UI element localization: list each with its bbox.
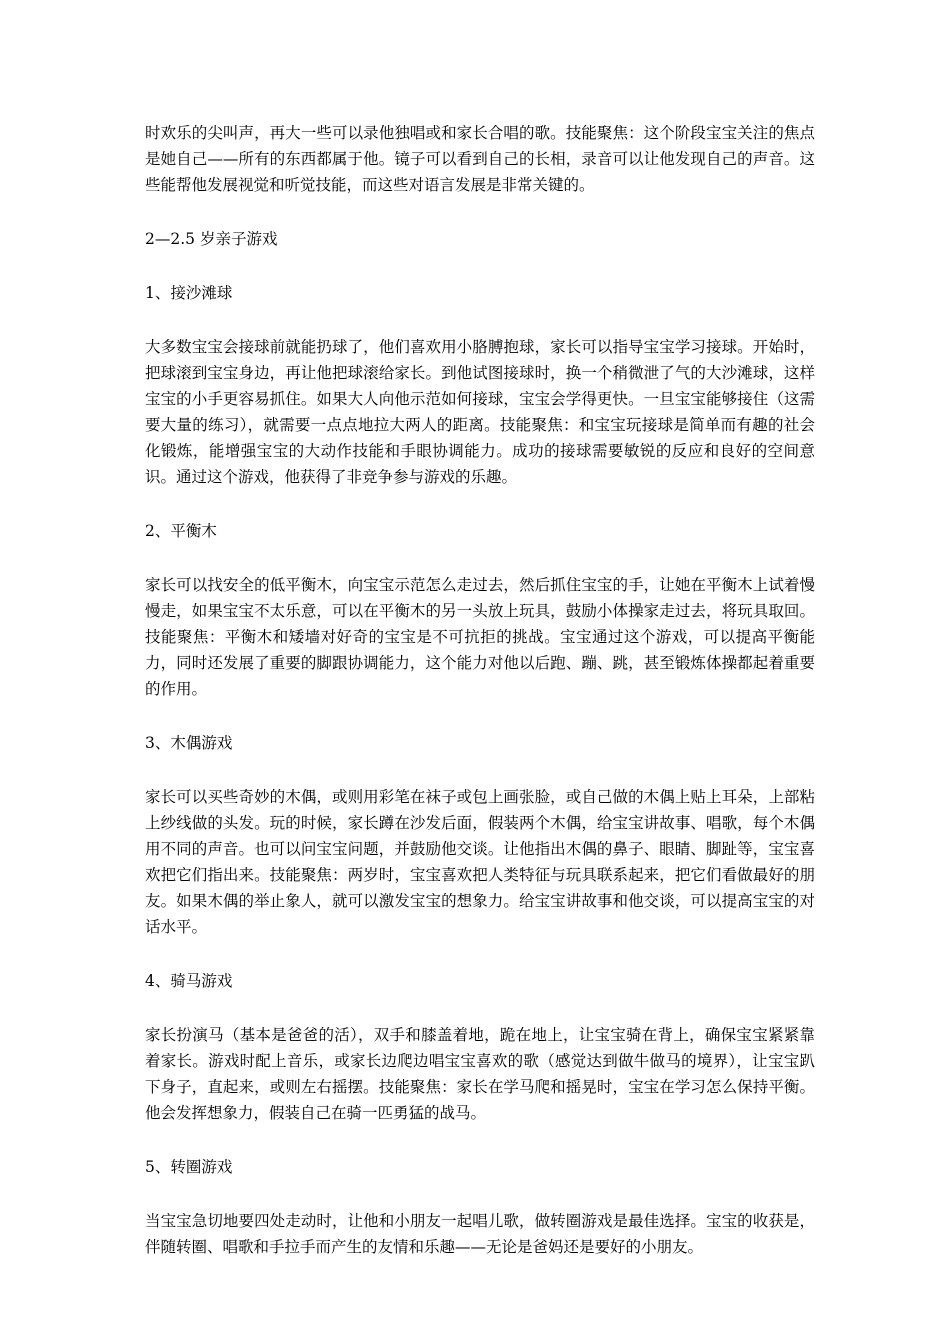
game-title-3: 3、木偶游戏: [145, 734, 233, 752]
game-body-3: 家长可以买些奇妙的木偶，或则用彩笔在袜子或包上画张脸，或自己做的木偶上贴上耳朵，上部粘上纱线做的头发。玩的时候，家长蹲在沙发后面，假装两个木偶，给宝宝讲故事、唱歌，每个木偶用不同的声音。也可以问宝宝问题，并鼓励他交谈。让他指出木偶的鼻子、眼睛、脚趾等，宝宝喜欢把它们指出来。技能聚焦：两岁时，宝宝喜欢把人类特征与玩具联系起来，把它们看做最好的朋友。如果木偶的举止象人，就可以激发宝宝的想象力。给宝宝讲故事和他交谈，可以提高宝宝的对话水平。: [145, 788, 815, 936]
game-title-5: 5、转圈游戏: [145, 1158, 233, 1176]
game-body-4: 家长扮演马（基本是爸爸的活），双手和膝盖着地，跪在地上，让宝宝骑在背上，确保宝宝紧紧靠着家长。游戏时配上音乐，或家长边爬边唱宝宝喜欢的歌（感觉达到做牛做马的境界），让宝宝趴下身子，直起来，或则左右摇摆。技能聚焦：家长在学马爬和摇晃时，宝宝在学习怎么保持平衡。他会发挥想象力，假装自己在骑一匹勇猛的战马。: [145, 1026, 815, 1122]
game-title-4: 4、骑马游戏: [145, 972, 233, 990]
game-title-1: 1、接沙滩球: [145, 284, 233, 302]
section-title: 2—2.5 岁亲子游戏: [145, 230, 278, 248]
game-body-2: 家长可以找安全的低平衡木，向宝宝示范怎么走过去，然后抓住宝宝的手，让她在平衡木上试着慢慢走，如果宝宝不太乐意，可以在平衡木的另一头放上玩具，鼓励小体操家走过去，将玩具取回。技能聚焦：平衡木和矮墙对好奇的宝宝是不可抗拒的挑战。宝宝通过这个游戏，可以提高平衡能力，同时还发展了重要的脚跟协调能力，这个能力对他以后跑、蹦、跳，甚至锻炼体操都起着重要的作用。: [145, 576, 815, 698]
game-body-1: 大多数宝宝会接球前就能扔球了，他们喜欢用小胳膊抱球，家长可以指导宝宝学习接球。开始时，把球滚到宝宝身边，再让他把球滚给家长。到他试图接球时，换一个稍微泄了气的大沙滩球，这样宝宝的小手更容易抓住。如果大人向他示范如何接球，宝宝会学得更快。一旦宝宝能够接住（这需要大量的练习），就需要一点点地拉大两人的距离。技能聚焦：和宝宝玩接球是简单而有趣的社会化锻炼，能增强宝宝的大动作技能和手眼协调能力。成功的接球需要敏锐的反应和良好的空间意识。通过这个游戏，他获得了非竞争参与游戏的乐趣。: [145, 338, 815, 486]
game-body-5: 当宝宝急切地要四处走动时，让他和小朋友一起唱儿歌，做转圈游戏是最佳选择。宝宝的收获是，伴随转圈、唱歌和手拉手而产生的友情和乐趣——无论是爸妈还是要好的小朋友。: [145, 1212, 815, 1256]
game-title-2: 2、平衡木: [145, 522, 217, 540]
document-page: [145, 120, 815, 1288]
intro-paragraph: 时欢乐的尖叫声，再大一些可以录他独唱或和家长合唱的歌。技能聚焦：这个阶段宝宝关注的焦点是她自己——所有的东西都属于他。镜子可以看到自己的长相，录音可以让他发现自己的声音。这些能帮他发展视觉和听觉技能，而这些对语言发展是非常关键的。: [145, 124, 815, 194]
